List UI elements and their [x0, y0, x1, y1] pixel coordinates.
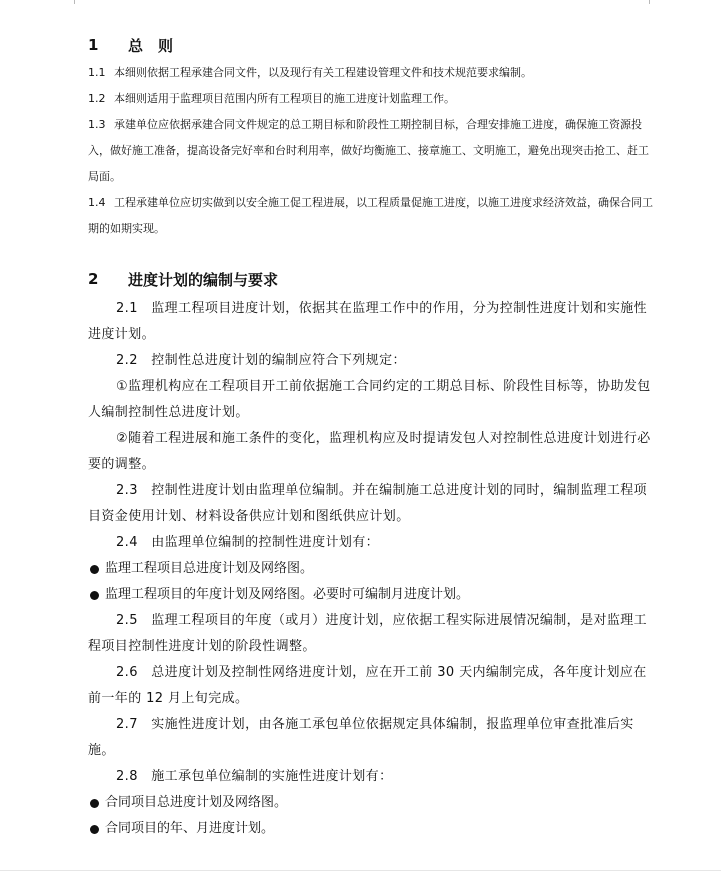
paragraph-2-2: 2.2 控制性总进度计划的编制应符合下列规定： [116, 353, 406, 368]
margin-corner-left [66, 0, 75, 4]
bullet-icon [90, 591, 99, 600]
section1-number: 1 [88, 36, 99, 54]
paragraph-2-6: 2.6 总进度计划及控制性网络进度计划，应在开工前 30 天内编制完成，各年度计划应在前一年的 12 月上旬完成。 [88, 665, 647, 706]
paragraph-2-2-b: ②随着工程进展和施工条件的变化，监理机构应及时提请发包人对控制性总进度计划进行必要的调整。 [88, 431, 651, 472]
margin-corner-right [649, 0, 658, 4]
paragraph-1-3: 1.3 承建单位应依据承建合同文件规定的总工期目标和阶段性工期控制目标，合理安排施工进度，确保施工资源投入，做好施工准备，提高设备完好率和台时利用率，做好均衡施工、接章施工、文明施工，避免出现突击抢工、赶工局面。 [88, 118, 649, 183]
bullet-item: 监理工程项目总进度计划及网络图。 [88, 556, 658, 582]
bullet-item: 合同项目总进度计划及网络图。 [88, 790, 658, 816]
bullet-icon [90, 825, 99, 834]
paragraph-1-1: 1.1 本细则依据工程承建合同文件，以及现行有关工程建设管理文件和技术规范要求编制。 [88, 66, 532, 79]
section2-number: 2 [88, 270, 99, 288]
document-body [88, 30, 658, 842]
section1-title: 总 则 [128, 36, 174, 55]
bullet-item: 合同项目的年、月进度计划。 [88, 816, 658, 842]
paragraph-2-7: 2.7 实施性进度计划，由各施工承包单位依据规定具体编制，报监理单位审查批准后实施。 [88, 717, 634, 758]
paragraph-1-4: 1.4 工程承建单位应切实做到以安全施工促工程进展，以工程质量促施工进度，以施工进度求经济效益，确保合同工期的如期实现。 [88, 196, 653, 235]
paragraph-2-8: 2.8 施工承包单位编制的实施性进度计划有： [116, 769, 393, 784]
section1-heading [88, 30, 658, 60]
paragraph-2-3: 2.3 控制性进度计划由监理单位编制。并在编制施工总进度计划的同时，编制监理工程项目资金使用计划、材料设备供应计划和图纸供应计划。 [88, 483, 648, 524]
paragraph-2-4: 2.4 由监理单位编制的控制性进度计划有： [116, 535, 380, 550]
bullet-icon [90, 565, 99, 574]
bullet-icon [90, 799, 99, 808]
section2-title: 进度计划的编制与要求 [128, 270, 279, 289]
paragraph-2-1: 2.1 监理工程项目进度计划，依据其在监理工作中的作用，分为控制性进度计划和实施性进度计划。 [88, 301, 648, 342]
paragraph-1-2: 1.2 本细则适用于监理项目范围内所有工程项目的施工进度计划监理工作。 [88, 92, 455, 105]
paragraph-2-5: 2.5 监理工程项目的年度（或月）进度计划，应依据工程实际进展情况编制，是对监理工程项目控制性进度计划的阶段性调整。 [88, 613, 648, 654]
bullet-item: 监理工程项目的年度计划及网络图。必要时可编制月进度计划。 [88, 582, 658, 608]
paragraph-2-2-a: ①监理机构应在工程项目开工前依据施工合同约定的工期总目标、阶段性目标等，协助发包人编制控制性总进度计划。 [88, 379, 651, 420]
section2-heading [88, 264, 658, 294]
